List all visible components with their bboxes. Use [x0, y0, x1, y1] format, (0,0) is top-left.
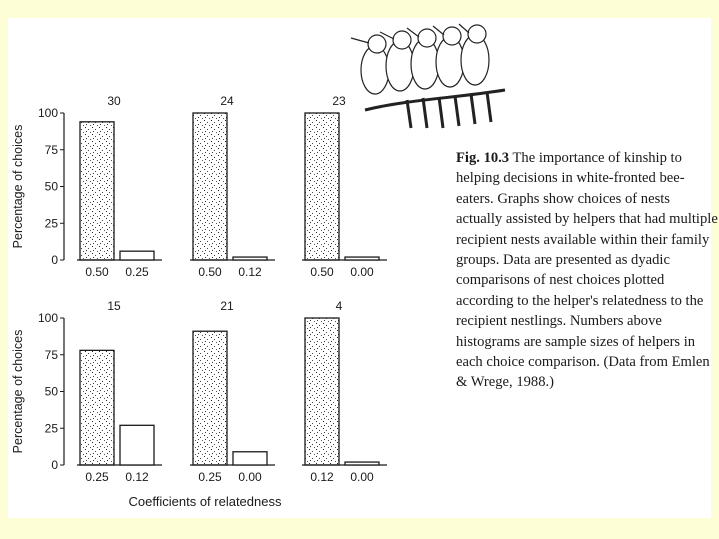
x-category-label: 0.12 [310, 470, 334, 484]
bar [233, 452, 267, 465]
y-axis-title: Percentage of choices [11, 329, 25, 454]
y-tick-label: 0 [51, 253, 58, 267]
y-tick-label: 25 [44, 421, 58, 436]
sample-size-label: 30 [107, 94, 121, 108]
bee-eater-birds-illustration [345, 20, 510, 135]
x-category-label: 0.12 [238, 265, 262, 279]
x-category-label: 0.50 [85, 265, 109, 279]
bar [345, 462, 379, 465]
x-category-label: 0.50 [198, 265, 222, 279]
bar [193, 331, 227, 465]
sample-size-label: 15 [107, 299, 121, 313]
figure-caption [456, 148, 718, 393]
bar [305, 113, 339, 260]
x-category-label: 0.12 [125, 470, 149, 484]
y-tick-label: 100 [37, 311, 58, 325]
caption-text: The importance of kinship to helping decisions in white-fronted bee-eaters. Graphs show choices of nests actually assisted by helpers that had multiple recipient nests available within their family groups. Data are presented as dyadic comparisons of nest choices plotted according to the helper's relatedness to the recipient nestlings. Numbers above histograms are sample sizes of helpers in each choice comparison. (Data from Emlen & Wrege, 1988.) [456, 150, 718, 391]
x-category-label: 0.50 [310, 265, 334, 279]
x-category-label: 0.00 [350, 265, 374, 279]
y-tick-label: 0 [51, 458, 58, 472]
bar [233, 257, 267, 260]
x-axis-title: Coefficients of relatedness [128, 494, 282, 509]
x-category-label: 0.25 [198, 470, 222, 484]
sample-size-label: 21 [220, 299, 234, 313]
sample-size-label: 24 [220, 94, 234, 108]
x-category-label: 0.00 [238, 470, 262, 484]
sample-size-label: 23 [332, 94, 346, 108]
y-tick-label: 75 [44, 142, 58, 157]
sample-size-label: 4 [335, 299, 343, 313]
bar [305, 318, 339, 465]
bar [80, 122, 114, 260]
bar [345, 257, 379, 260]
bar [193, 113, 227, 260]
y-axis-title: Percentage of choices [11, 124, 25, 249]
x-category-label: 0.25 [125, 265, 149, 279]
x-category-label: 0.00 [350, 470, 374, 484]
y-tick-label: 50 [44, 179, 58, 194]
x-category-label: 0.25 [85, 470, 109, 484]
y-tick-label: 25 [44, 216, 58, 231]
figure-label: Fig. 10.3 [456, 150, 510, 166]
bar [80, 350, 114, 465]
y-tick-label: 75 [44, 347, 58, 362]
bar [120, 251, 154, 260]
y-tick-label: 50 [44, 384, 58, 399]
bar [120, 425, 154, 465]
y-tick-label: 100 [37, 106, 58, 120]
